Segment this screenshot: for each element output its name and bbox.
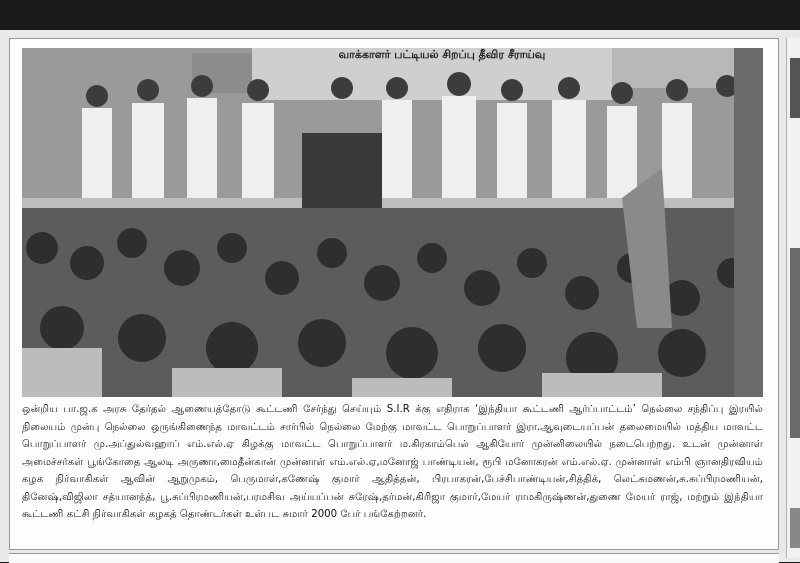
protest-photo xyxy=(22,48,763,397)
top-black-bar xyxy=(0,0,800,30)
article-caption: ஒன்றிய பா.ஜ.க அரசு தேர்தல் ஆணையத்தோடு கூட்டணி சேர்ந்து செய்யும் S.I.R க்கு எதிராக ‘இந்தியா கூட்டணி ஆர்ப்பாட்டம்’ நெல்லை சந்திப்பு இரயில் நிலையம் முன்பு நெல்லை ஒருங்கிணைந்த மாவட்டம் சார்பில் நெல்லை மேற்கு மாவட்ட பொறுப்பாளர் இரா.ஆவுடையப்பன் தலைமையில் மத்திய மாவட்ட பொறுப்பாளர் மு.அப்துல்வஹாப் எம்.எல்.ஏ கிழக்கு மாவட்ட பொறுப்பாளர் ம.கிரகாம்பெல் ஆகியோர் முன்னிலையில் நடைபெற்றது. உடன் முன்னாள் அமைச்சர்கள் பூங்கோதை ஆலடி அருணா,மைதீன்கான் முன்னாள் எம்.எல்.ஏ,மனோஜ் பாண்டியன், ரூபி மனோகரன் எம்.எல்.ஏ. முன்னாள் எம்பி ஞானதிரவியம் கழக நிர்வாகிகள் ஆவின் ஆறுமுகம், பெருமாள்,கணேஷ் குமார் ஆதித்தன், பிரபாகரன்,பேச்சிபாண்டியன்,சித்திக், லெட்சுமணன்,சு.சுப்பிரமணியன், தினேஷ்,விஜிலா சத்யானந்த், பூ.சுப்பிரமணியன்,பரமசிவ அய்யப்பன் சுரேஷ்,தர்மன்,கிரிஜா குமார்,மேயர் ராமகிருஷ்ணன்,துணை மேயர் ராஜ், மற்றும் இந்தியா கூட்டணி கட்சி நிர்வாகிகள் கழகத் தொண்டர்கள் உள்பட சுமார் 2000 பேர் பங்கேற்றனர். xyxy=(22,404,763,520)
banner-text: வாக்காளர் பட்டியல் சிறப்பு தீவிர சீராய்வு xyxy=(338,48,546,61)
adjacent-column xyxy=(786,38,800,558)
podium xyxy=(302,133,382,208)
